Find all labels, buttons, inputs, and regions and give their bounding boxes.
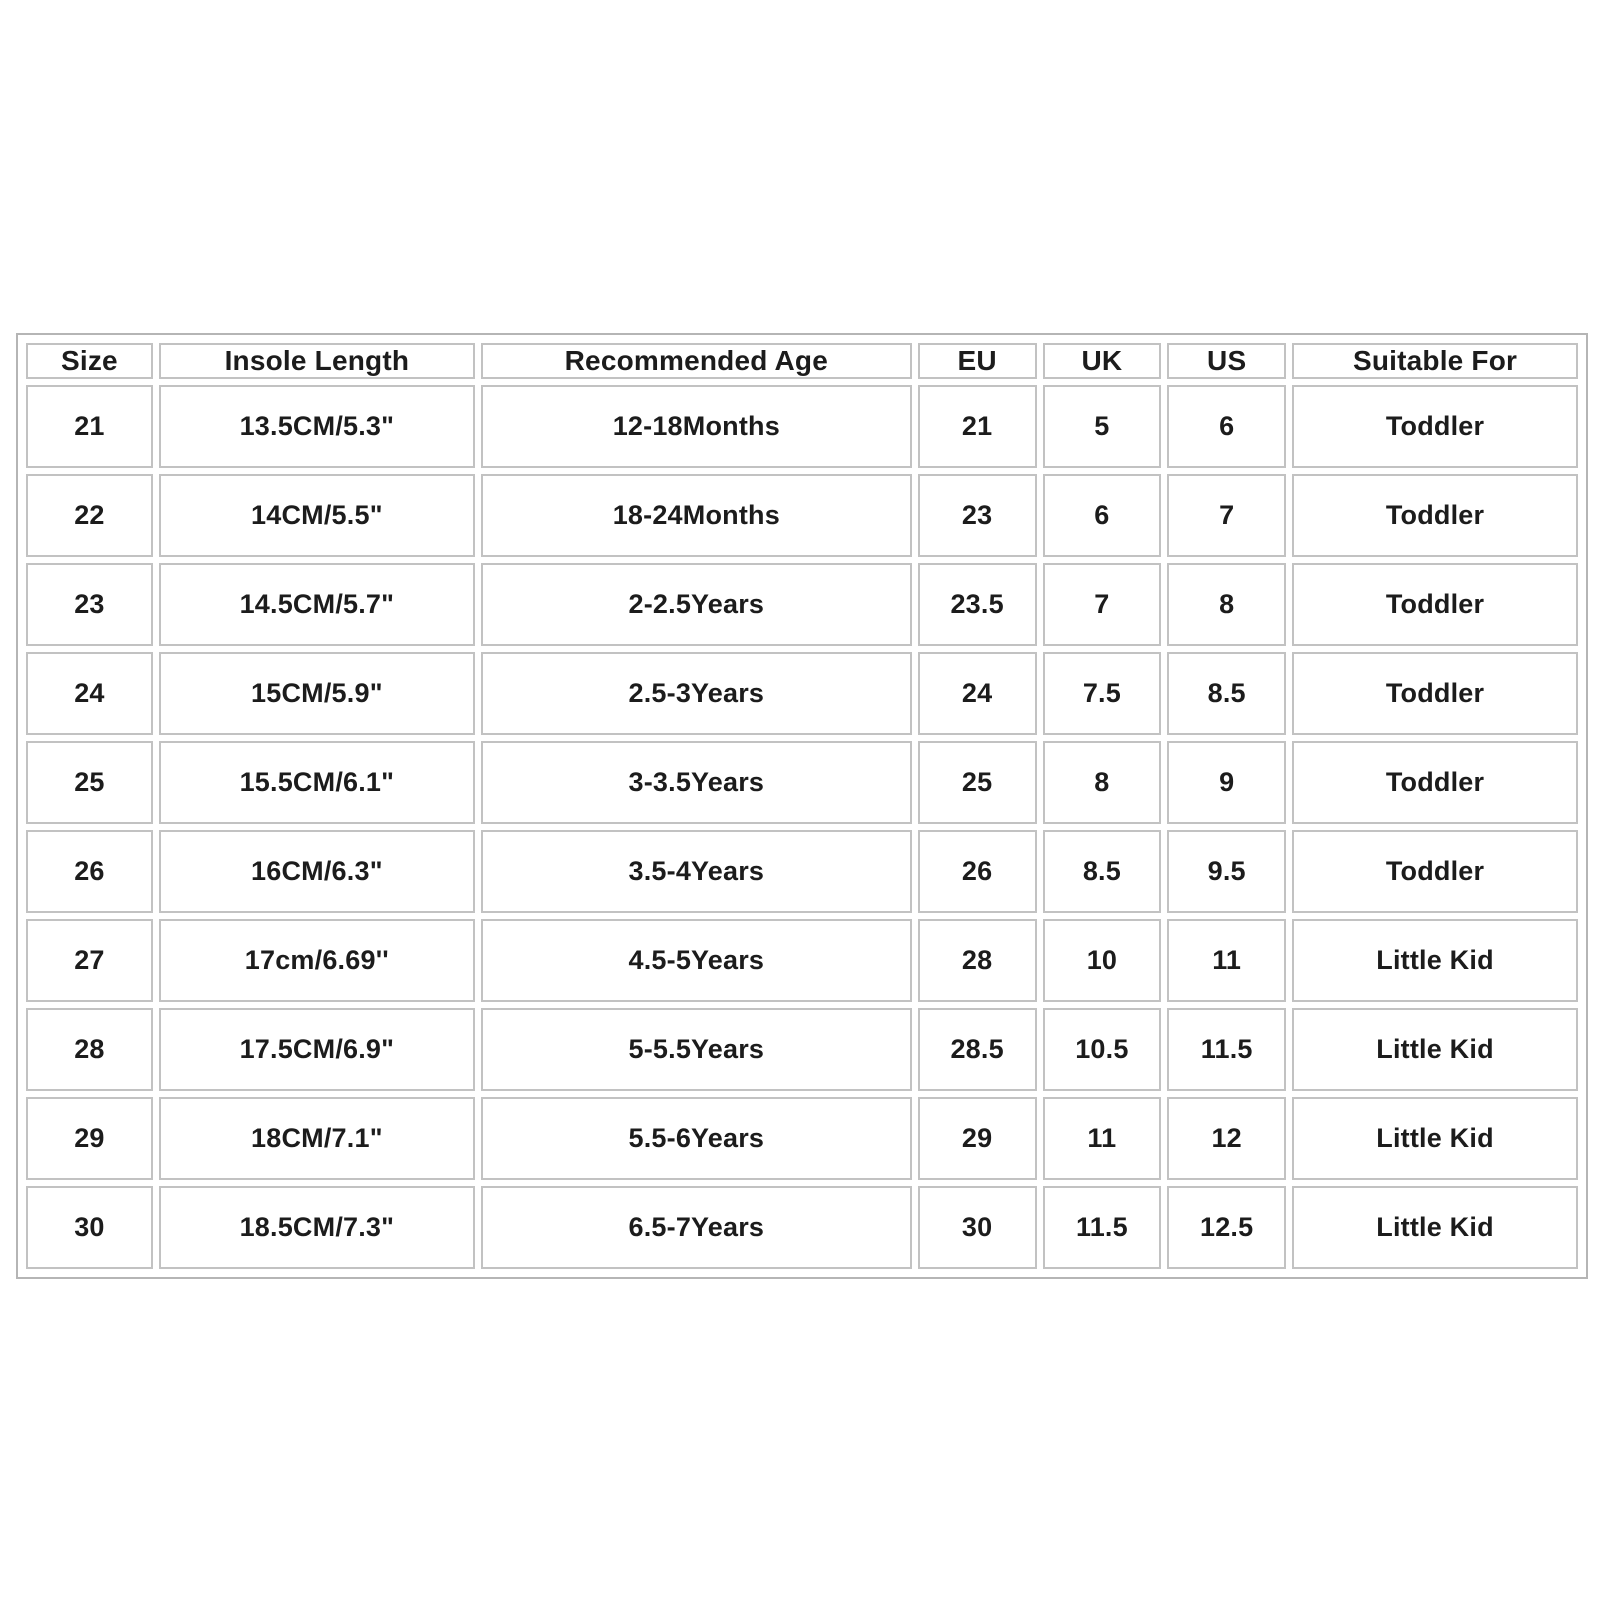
- us-cell: 12.5: [1167, 1186, 1286, 1269]
- size-cell: 21: [26, 385, 153, 468]
- uk-cell: 5: [1043, 385, 1162, 468]
- insole-length-cell: 14.5CM/5.7": [159, 563, 475, 646]
- eu-cell: 23.5: [918, 563, 1037, 646]
- recommended-age-cell: 6.5-7Years: [481, 1186, 912, 1269]
- size-cell: 26: [26, 830, 153, 913]
- us-cell: 6: [1167, 385, 1286, 468]
- suitable-for-cell: Toddler: [1292, 385, 1578, 468]
- suitable-for-cell: Toddler: [1292, 830, 1578, 913]
- insole-length-cell: 15CM/5.9": [159, 652, 475, 735]
- suitable-for-cell: Little Kid: [1292, 1186, 1578, 1269]
- uk-cell: 10.5: [1043, 1008, 1162, 1091]
- table-row: [26, 652, 1578, 735]
- size-cell: 22: [26, 474, 153, 557]
- table-row: [26, 830, 1578, 913]
- insole-length-cell: 17.5CM/6.9": [159, 1008, 475, 1091]
- suitable-for-cell: Little Kid: [1292, 1008, 1578, 1091]
- recommended-age-cell: 3-3.5Years: [481, 741, 912, 824]
- header-uk: UK: [1043, 343, 1162, 379]
- header-suitable-for: Suitable For: [1292, 343, 1578, 379]
- eu-cell: 24: [918, 652, 1037, 735]
- uk-cell: 10: [1043, 919, 1162, 1002]
- recommended-age-cell: 5.5-6Years: [481, 1097, 912, 1180]
- uk-cell: 7.5: [1043, 652, 1162, 735]
- size-chart-frame: [16, 333, 1588, 1279]
- table-row: [26, 1008, 1578, 1091]
- recommended-age-cell: 2-2.5Years: [481, 563, 912, 646]
- suitable-for-cell: Toddler: [1292, 563, 1578, 646]
- us-cell: 11.5: [1167, 1008, 1286, 1091]
- recommended-age-cell: 12-18Months: [481, 385, 912, 468]
- insole-length-cell: 17cm/6.69'': [159, 919, 475, 1002]
- table-row: [26, 1097, 1578, 1180]
- size-cell: 30: [26, 1186, 153, 1269]
- table-body: [26, 385, 1578, 1269]
- us-cell: 11: [1167, 919, 1286, 1002]
- eu-cell: 23: [918, 474, 1037, 557]
- uk-cell: 11: [1043, 1097, 1162, 1180]
- recommended-age-cell: 4.5-5Years: [481, 919, 912, 1002]
- table-row: [26, 1186, 1578, 1269]
- table-row: [26, 741, 1578, 824]
- header-row: [26, 343, 1578, 379]
- header-size: Size: [26, 343, 153, 379]
- suitable-for-cell: Little Kid: [1292, 919, 1578, 1002]
- table-row: [26, 563, 1578, 646]
- recommended-age-cell: 2.5-3Years: [481, 652, 912, 735]
- suitable-for-cell: Toddler: [1292, 652, 1578, 735]
- us-cell: 7: [1167, 474, 1286, 557]
- size-cell: 27: [26, 919, 153, 1002]
- size-chart-table: [20, 337, 1584, 1275]
- us-cell: 8: [1167, 563, 1286, 646]
- us-cell: 8.5: [1167, 652, 1286, 735]
- eu-cell: 21: [918, 385, 1037, 468]
- insole-length-cell: 15.5CM/6.1": [159, 741, 475, 824]
- eu-cell: 25: [918, 741, 1037, 824]
- insole-length-cell: 18CM/7.1": [159, 1097, 475, 1180]
- us-cell: 12: [1167, 1097, 1286, 1180]
- table-row: [26, 919, 1578, 1002]
- insole-length-cell: 18.5CM/7.3": [159, 1186, 475, 1269]
- header-us: US: [1167, 343, 1286, 379]
- uk-cell: 11.5: [1043, 1186, 1162, 1269]
- recommended-age-cell: 18-24Months: [481, 474, 912, 557]
- size-cell: 28: [26, 1008, 153, 1091]
- size-cell: 24: [26, 652, 153, 735]
- eu-cell: 30: [918, 1186, 1037, 1269]
- eu-cell: 28: [918, 919, 1037, 1002]
- header-insole-length: Insole Length: [159, 343, 475, 379]
- uk-cell: 8: [1043, 741, 1162, 824]
- table-row: [26, 385, 1578, 468]
- eu-cell: 26: [918, 830, 1037, 913]
- size-cell: 23: [26, 563, 153, 646]
- table-row: [26, 474, 1578, 557]
- eu-cell: 28.5: [918, 1008, 1037, 1091]
- suitable-for-cell: Toddler: [1292, 474, 1578, 557]
- us-cell: 9: [1167, 741, 1286, 824]
- header-eu: EU: [918, 343, 1037, 379]
- eu-cell: 29: [918, 1097, 1037, 1180]
- recommended-age-cell: 3.5-4Years: [481, 830, 912, 913]
- us-cell: 9.5: [1167, 830, 1286, 913]
- size-cell: 25: [26, 741, 153, 824]
- uk-cell: 8.5: [1043, 830, 1162, 913]
- size-cell: 29: [26, 1097, 153, 1180]
- recommended-age-cell: 5-5.5Years: [481, 1008, 912, 1091]
- uk-cell: 6: [1043, 474, 1162, 557]
- suitable-for-cell: Toddler: [1292, 741, 1578, 824]
- insole-length-cell: 16CM/6.3": [159, 830, 475, 913]
- insole-length-cell: 14CM/5.5": [159, 474, 475, 557]
- insole-length-cell: 13.5CM/5.3": [159, 385, 475, 468]
- uk-cell: 7: [1043, 563, 1162, 646]
- header-recommended-age: Recommended Age: [481, 343, 912, 379]
- suitable-for-cell: Little Kid: [1292, 1097, 1578, 1180]
